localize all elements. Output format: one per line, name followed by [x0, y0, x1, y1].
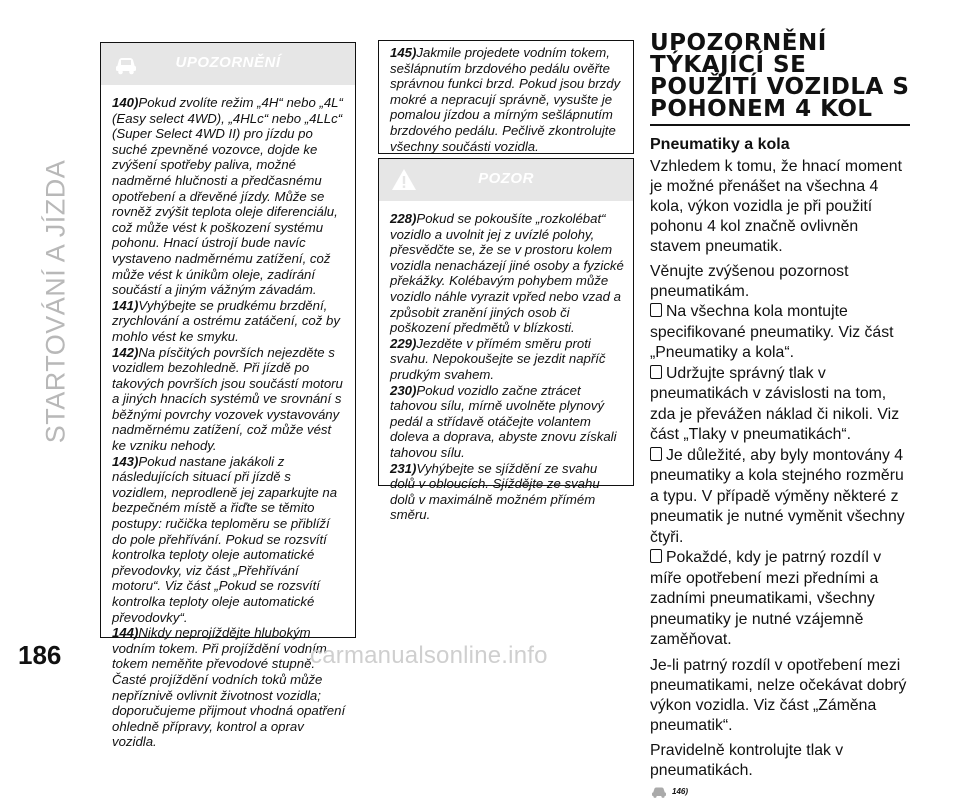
closing-paragraph: Pravidelně kontrolujte tlak v pneumatikách. [650, 741, 844, 779]
car-warning-icon [650, 785, 668, 798]
caution-box-header [379, 159, 633, 201]
warning-item: 141)Vyhýbejte se prudkému brzdění, zrychlování a ostrému zatáčení, což by mohlo vést ke smyku. [112, 297, 340, 344]
bullet-item: Na všechna kola montujte specifikované pneumatiky. Viz část „Pneumatiky a kola“. [650, 303, 894, 361]
reference-note [650, 785, 910, 798]
reference-number: 146) [672, 786, 689, 796]
section-heading: UPOZORNĚNÍ TÝKAJÍCÍ SE POUŽITÍ VOZIDLA S POHONEM 4 KOL [650, 32, 910, 126]
after-bullets-paragraph: Je-li patrný rozdíl v opotřebení mezi pneumatikami, nelze očekávat dobrý výkon vozidla. Viz část „Záměna pneumatik“. [650, 656, 907, 734]
bullet-item: Pokaždé, kdy je patrný rozdíl v míře opotřebení mezi předními a zadními pneumatikami, všechny pneumatiky je nutné vzájemně zaměňovat. [650, 549, 882, 648]
warning-box-header [101, 43, 355, 85]
checkbox-icon [650, 303, 662, 317]
bullet-item: Udržujte správný tlak v pneumatikách v závislosti na tom, zda je převážen náklad či nikoli. Viz část „Tlaky v pneumatikách“. [650, 364, 900, 443]
subheading: Pneumatiky a kola [650, 136, 790, 153]
attention-paragraph: Věnujte zvýšenou pozornost pneumatikám. [650, 263, 849, 300]
checkbox-icon [650, 549, 662, 563]
section-side-title: STARTOVÁNÍ A JÍZDA [40, 159, 71, 443]
warning-box-continued [378, 40, 634, 154]
warning-item: 145)Jakmile projedete vodním tokem, sešlápnutím brzdového pedálu ověřte správnou funkci brzd. Pokud jsou brzdy mokré a nepracují správně, vysušte je pomalou jízdou a mírným sešlápnutím brzdového pedálu. Pečlivě zkontrolujte všechny součásti vozidla. [390, 45, 621, 154]
warning-item: 142)Na písčitých površích nejezděte s vozidlem bezohledně. Při jízdě po takových površích jsou součástí motoru a jiných hnacích systémů ve srovnání s běžnými povrchy vozovek vystavovány nadměrnému zatížení, což může vést ke vzniku nehody. [112, 344, 343, 454]
checkbox-icon [650, 447, 662, 461]
intro-paragraph: Vzhledem k tomu, že hnací moment je možné přenášet na všechna 4 kola, výkon vozidla je při použití pohonu 4 kol značně ovlivněn stavem pneumatik. [650, 158, 902, 255]
warning-box-continued-body [379, 41, 633, 162]
caution-box-title: POZOR [478, 170, 534, 187]
caution-item: 230)Pokud vozidlo začne ztrácet tahovou sílu, mírně uvolněte plynový pedál a střídavě otáčejte volantem doleva a doprava, abyste znovu získali tahovou sílu. [390, 382, 617, 460]
right-column [650, 32, 910, 798]
caution-item: 231)Vyhýbejte se sjíždění ze svahu dolů v obloucích. Sjíždějte ze svahu dolů v maximálně možném přímém směru. [390, 460, 600, 523]
caution-box-body [379, 201, 633, 531]
warning-item: 143)Pokud nastane jakákoli z následujících situací při jízdě s vozidlem, neprodleně jej zaparkujte na bezpečném místě a řiďte se těmito postupy: ručička teploměru se přiblíží do pole přehřívání. Pokud se rozsvítí kontrolka teploty oleje automatické převodovky, viz část „Přehřívání motoru“. Viz část „Pokud se rozsvítí kontrolka teploty oleje automatické převodovky“. [112, 453, 338, 625]
bullet-item: Je důležité, aby byly montovány 4 pneumatiky a kola stejného rozměru a typu. V případě výměny některé z pneumatik je nutné vyměnit všechny čtyři. [650, 446, 905, 546]
warning-item: 140)Pokud zvolíte režim „4H“ nebo „4L“ (Easy select 4WD), „4HLc“ nebo „4LLc“ (Super Select 4WD II) pro jízdu po suché zpevněné vozovce, dojde ke zvýšení spotřeby paliva, možné nadměrné hlučnosti a předčasnému opotřebení a dřevěné jízdy. Může se rovněž zvýšit teplota oleje diferenciálu, což může vést k poškození systému pohonu. Hnací ústrojí bude navíc vystaveno nadměrnému zatížení, což může vést k únikům oleje, zadírání součástí a jiným vážným závadám. [112, 95, 343, 298]
warning-item: 144)Nikdy neprojíždějte hlubokým vodním tokem. Při projíždění vodním tokem neměňte převodové stupně. Časté projíždění vodních toků může nepříznivě ovlivnit životnost vozidla; doporučujeme přijmout vhodná opatření ohledně přípravy, kontrol a oprav vozidla. [112, 625, 346, 750]
warning-box [100, 42, 356, 750]
watermark: carmanualsonline.info [310, 642, 548, 669]
caution-box [378, 158, 634, 523]
caution-item: 229)Jezděte v přímém směru proti svahu. Nepokoušejte se jezdit napříč prudkým svahem. [390, 335, 606, 382]
caution-item: 228)Pokud se pokoušíte „rozkolébat“ vozidlo a uvolnit jej z uvízlé polohy, přesvědčte se, že se v prostoru kolem vozidla nenacházejí jiné osoby a fyzické překážky. Kolébavým pohybem může vozidlo náhle vyrazit vpřed nebo vzad a způsobit zranění jiných osob či poškození předmětů v blízkosti. [390, 211, 624, 336]
warning-box-title: UPOZORNĚNÍ [175, 54, 281, 71]
checkbox-icon [650, 365, 662, 379]
page-number: 186 [18, 640, 62, 670]
